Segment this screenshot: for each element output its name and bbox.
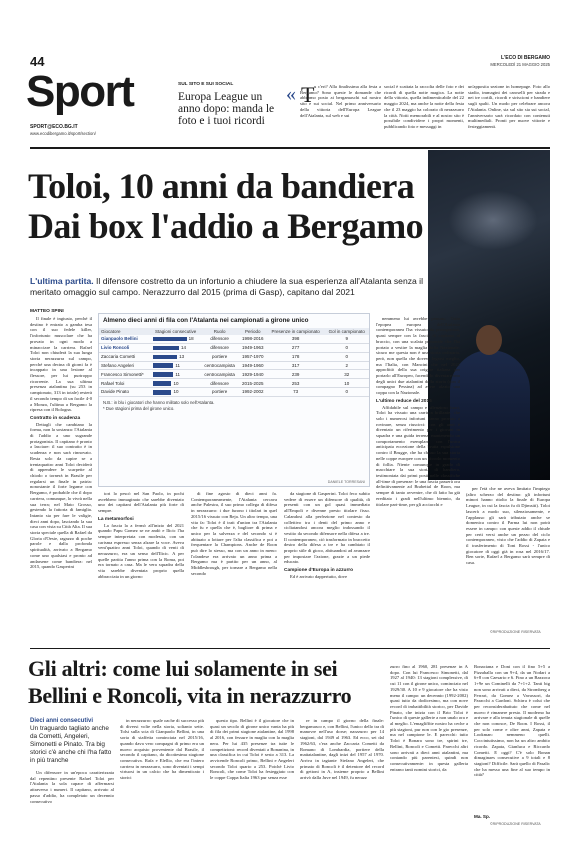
cell-goals: 0 [325,352,370,361]
second-col-5: zurro fino al 1960, 281 presenze in A dopo. Con lui Francesco Simonetti, dal 1927 al 1940: 13 stagioni complessive, di cui 11 con il girone unico, cominciato nel 1929/30. A 10 e 9 giocatore che ha visto meno il campo: un decennio (1992-2002) quasi tutto da dodicesimo, ma con nove record di imbattibilità storico, per Davide Pinato, che inizia con il Brio Toloi è l'unico di queste gallerie a non unalo ora e al meglio. L'emagliffite nostro ha ceche a più stagioni, pur non con le gio presenze, ma nel campione le. E parecchi: tutto Toloi è Bonara sono tre, spirini tre, Bellini, Roncoli e Cometti. Parecchi altri sono arrivati a dieci anni atalantini, ma contando più parentesi, quindi non consecutivamente: in questa galleria entrano tanti nomini storici, da [390,664,468,772]
cell-period: 1992-2002 [239,388,267,397]
cell-goals: 32 [325,370,370,379]
main-col4-subhead: Campione d'Europa in azzurro [284,568,354,574]
table-note-2: * Due stagioni prima del girone unico. [103,405,175,411]
main-summary [30,276,426,298]
main-col1-p1: Il finale è ingiusto, perché il destino è entrato a gamba tesa con il suo fedele killer, l'infortunio muscolare che ha provato in ogni modo a minacciare la carriera. Rafael Toloi non chiuderà la sua lunga storia nerazzurra sul campo, perché una decina di giorni fa è incappato in una lesione al flessore, per lui purtroppo ricorrente. La sua ultima presenza atalantina (su 253 in campionato, 313 in totale) resterà il secondo tempo di un facile 4-0 a Monza, l'ultima a Bergamo la ripresa con il Bologna. [30,316,92,413]
main-col4-p2: Ed è arrivato dappertutto, dove [290,573,348,579]
main-col-5 [376,316,460,638]
table-row [99,370,369,379]
second-author: Ma. Sp. [474,814,491,819]
cell-role: difensore [201,379,239,388]
second-col-4: re in campo il giorno della finale: bergamasco e, con Bellini, l'unico dello tra di manovre nell'uso dorse; narzzurro per 14 stagioni, dal 1949 al 1963. Ed ecco, sei dal 1962/63, c'era anche Zaccaria Cometti da Romano di Lombardia, portiere della mattatalantine, dagli inizi del 1957 al 1970. Arriva in tagiante Stefano Angeleri, che primato di Roncoli è il detentore del record di gettoni in A, insieme proprio a Bellini arrivò dalla Juve nel 1949, fu nerazz [300,718,384,781]
cell-seasons [151,370,201,379]
header-divider [30,147,550,149]
second-side-text: Un traguardo tagliato anche da Cometti, Angeleri, Simonetti e Pinato. Tra big storici c'è anche chi l'ha fatto in più tranche [30,725,112,764]
main-col3-p1: di fine agosto di dieci anni fa. Contemporaneamente, l'Atalanta cercava anche Palestra, il suo primo collega di difesa in nerazzurro: i due furono i titolari in quel 2015/16 vissuto con Reja. Un altro tempo, una vita fa: Toloi è il trait d'union tra l'Atalanta che fu e quella che è, bagliore di prima e unico per la salvezza e del secondo si è abituato a lottare per l'alta classifica e poi a frequentare la Champions. Anche de Roon può dire lo stesso, ma con un anno in meno: l'olandese era arrivato un anno prima a Bergamo ma è partito per un anno, al Middlesbrough, per tornare a Bergamo nella secondo [191,491,277,576]
table-row [99,352,369,361]
cell-apps: 277 [267,343,325,352]
main-credit: ©RIPRODUZIONE RISERVATA [490,630,541,634]
main-col4-p1: da stagione di Gasperini. Toloi feco subito vedere di essere un difensore di qualità, di presenti con un gol quasi immediato all'Empoli e divenne presto titolare fisso. Calandosi alla perfezione nel contesto da collettivo tra i denti del primo anno e cicliatandosi ancora meglio indossando il vestito da secondo difensore nella difesa a tre. Il contemporaneo, ciò trasformato in braccetto destro della difesa a tre e ha cambiato il proprio stile di gioco, abituandosi ad avanzare per impostare l'azione, grazie a un piede educato. [284,491,370,565]
second-headline-2: Bellini e Roncoli, vita in nerazzurro [28,683,352,708]
cell-name: Livio Roncoli [99,343,151,352]
teaser-box [178,82,282,144]
quote-mark-icon: « [286,83,296,105]
seasons-value: 11 [175,362,181,368]
main-col5-p2: Affidabile sul campo e silenzioso fuori, Toloi ha vissuto una carriera brillante, che solo i numerosi infortuni hanno provato a rovinare, senza riuscirci: con gli anni è diventato un riferimento per i giovani in squadra e una guida terrena, mantenendo un comportamento esemplare, con l'unica anticipata eccezione della brutta espulsione contro il Brugge, che ha chiuso la sua storia nelle coppe europee con un piccolo momento di follia. Niente comunque in grado di macchiare la sua storia di bandiera, testimoniata dai primi posti nelle classifiche all-time di presenze: le una fascia passerà ora definitivamente ad Brabettal de Roon, ma sempre di tanto avvenire, che di fatto ha già ereditato i gradi nell'ultimo biennio, da titolare part-time, per gli acciacchi e [376,404,460,507]
table-row [99,335,369,343]
section-title: Sport [26,67,134,116]
intro-col-3: un'apposita sezione in homepage. Foto allo stadio, immagini dei caroselli per strada e nei tre cortili, ricordi e striscioni e bandiere sugli spalti. Un modo per celebrare ancora l'Atalanta. Online, sia sul sito sia sui social, l'anniversario sarà ricordato con contenuti multimediali. Pronti per nuove vittorie e festeggiamenti. [468,84,550,129]
cell-period: 1929-1940 [239,370,267,379]
main-col2-p1: tori lo pescò nel San Paolo, in pochi avrebbero immaginato che sarebbe diventato uno dei capitani dell'Atalanta più forte di sempre. [98,491,184,514]
seasons-bar [153,363,174,368]
cell-seasons [151,352,201,361]
main-col-3 [191,491,277,639]
table-note-1: N.B.: in blu i giocatori che hanno militato solo nell'Atalanta. [103,399,215,405]
cell-name: Zaccaria Cometti [99,352,151,361]
seasons-value: 14 [181,345,187,351]
cell-seasons [151,361,201,370]
main-headline-2: Dai box l'addio a Bergamo [28,206,424,246]
cell-seasons [151,343,201,352]
table-row [99,343,369,352]
teaser-kicker: SUL SITO E SUI SOCIAL [178,82,234,87]
cell-period: 1998-2016 [239,335,267,343]
second-col-2: in nerazzurro: quale oache di successo più di diversi volte nella storia, soltanto sette. Tolsi sulla scia di Gianpaolo Bellini, in una sorta di staffetta cominciata nel 2015/16, quando dava vero compagni di primo era un nuovo acquisto proveniente dal Brasile, il secondo il capitano, da dicottesima stagione consecutiva. Rafa e Elellio, che era l'intero carriera in nerazzurro, sono diventati i sempi virtuosi in un calcio che ha dimenticato i storici [120,718,204,781]
main-col5-p1: nemmeno lui avrebbe pensato. Tutta l'epopea europea dell'Atalanta contemporanea l'ha vissuto da protagonista, quasi sempre con la fascia di capitano al braccio, con una scalata personale che l'ha portato a vestire la maglia della Nazionale: sicuro me questa non è una storia ordinaria, però, non quella che doveva legarsi meglio, ma l'Italia, con Mancini che nel 2021 approfittò della sua origine italiana per portarlo all'Europeo, facendolo diventare uno degli unici due atalantini della storia (con il compagno Pessina) ad avere alzato una coppa con la Nazionale. [376,316,460,396]
cell-name: Rafael Toloi [99,379,151,388]
cell-apps: 178 [267,352,325,361]
main-col2-p2: La fascia la a fermò all'inizio del 2021 quando Papu Gomez se ne andò e Ilicic l'ha sempre interpretata con modestia, con un carisma espresso senza alzare la voce. Aveva vent'quattro anni Toloi, quando di venti di nerazzurro, era un senso dell'Ilicic. A per quelle partita l'anno prima con la Roma, poi era tornato a casa. Ma le vera squadra della vita sarebbe diventata proprio quella abbracciata in un giorno [98,522,184,579]
seasons-value: 10 [173,380,179,386]
newspaper-name: L'ECO DI BERGAMO [501,55,550,61]
cell-period: 1957-1970 [239,352,267,361]
seasons-value: 13 [179,354,185,360]
table-row [99,379,369,388]
photo-light-flare [448,190,538,250]
cell-seasons [151,335,201,343]
cell-role: centrocampista [201,370,239,379]
second-side [30,718,114,765]
summary-lead: L'ultima partita. [30,276,94,286]
cell-goals: 0 [325,388,370,397]
cell-apps: 73 [267,388,325,397]
table-row [99,388,369,397]
intro-col-2: social è scattata la raccolta delle foto e dei ricordi di quella notte magica. La notte della vittoria, quella indimenticabile del 22 maggio 2024, ma anche la notte della festa che il 23 maggio ha colorato di nerazzurro la città. Notti memorabili e al nostro sito è possibile condividere i propri momenti, pubblicando foto e messaggi in [384,84,464,129]
seasons-bar [153,372,174,377]
main-col-6 [466,486,550,626]
main-author: MATTEO SPINI [30,309,64,314]
cell-goals: 2 [325,361,370,370]
section-url[interactable]: www.ecodibergamo.it/sport/section/ [30,131,96,136]
th-goals: Gol in campionato [325,328,370,335]
cell-name: Stefano Angeleri [99,361,151,370]
stats-table [99,328,369,397]
main-col1-p2: Dettagli che cambiano la forma, non la sostanza: l'Atalanta di l'addio a uno sugrande protagonista. Il capitano è pronto a lasciare: il suo contratto è in scadenza e non sarà rinnovato. Resta solo da capire se a trentaquattro anni Toloi deciderà di appendere le scarpette al chiodo o tornerà in Brasile per regalarsi un finale in patria: nonostante il forte legame con Bergamo, è probabile che il dopo carriera, comunque, lo vivrà nella sua terra; nel Mato Grosso, gestendo la fattoria di famiglia. Intanto sta per fare le valigie, dieci anni dopo, lasciando la sua casa con vista su Città Alta. Il sua storia speciale quella di Rafael da Gloria d'Oeste, ragazzo di poche parole e dalla profonda spiritualità, arrivato a Bergamo come uno qualsiasi e pronto ad andarsene come bandiera: nel 2015, quando Gasperini [30,421,92,570]
cell-period: 2015-2025 [239,379,267,388]
cell-name: Davide Pinato [99,388,151,397]
cell-name: Francesco Simonetti* [99,370,151,379]
main-headline-1: Toloi, 10 anni da bandiera [28,166,415,206]
main-col1-subhead: Contratto in scadenza [30,415,81,421]
main-col-1 [30,316,92,636]
cell-role: centrocampista [201,361,239,370]
table-credit: DANIELE TORRESANI [327,480,365,484]
page-number: 44 [30,54,45,69]
cell-role: portiere [201,352,239,361]
th-apps: Presenze in campionato [267,328,325,335]
stats-table-body [99,335,369,396]
seasons-value: 18 [188,336,194,342]
seasons-bar [153,381,172,386]
cell-seasons [151,388,201,397]
summary-text: Il difensore costretto da un infortunio a chiudere la sua esperienza all'Atalanta senza il meritato omaggio sul campo. Nerazzurro dal 2015 (prima di Gasp), capitano dal 2021 [30,276,424,297]
cell-period: 1949-1960 [239,361,267,370]
table-row [99,361,369,370]
newspaper-date: MERCOLEDÌ 21 MAGGIO 2025 [490,62,550,67]
th-seasons: Stagioni consecutive [151,328,201,335]
cell-role: portiere [201,388,239,397]
cell-name: Gianpaolo Bellini [99,335,151,343]
seasons-value: 10 [173,389,179,395]
main-col2-subhead: La metamorfosi [98,516,134,522]
cell-role: difensore [201,343,239,352]
section-divider [30,648,550,649]
cell-goals: 9 [325,335,370,343]
teaser-text[interactable]: Europa League un anno dopo: manda le foto e i tuoi ricordi [178,91,275,127]
cell-apps: 239 [267,370,325,379]
th-period: Periodo [239,328,267,335]
th-name: Giocatore [99,328,151,335]
photo-player-silhouette [450,350,530,480]
seasons-bar [153,346,179,351]
second-headline-1: Gli altri: come lui solamente in sei [28,656,338,681]
second-col-3: questo tipo. Bellini è il giocatore che in quasi un secolo di girone unico vanta ha più di fila dei primi stagione atalantine, dal 1998 al 2016, con fessure in maglia con la maglia nera. Per lui 435 presenze tra tutte le competizioni: record diventati a Bonanina, in una classifica in cui Toloi è sesto a 313. La avvicende Roncoli primo, Bellini e Angeleri secondo Toloi quarto a 253. Poichè Livio Roncoli, che come Toloi ha festeggiato con le coppe Coppa Italia 1963 pur senza esse [210,718,294,781]
seasons-bar [153,390,172,395]
seasons-bar [153,337,187,342]
second-credit: ©RIPRODUZIONE RISERVATA [490,822,541,826]
second-col-6: Bonaciana e Doni con il fino 5+5 a Pizzaballa con un 9+4, da un Nodari a 6+8 con Caesario e 6. Fino a un Bazzoca 1+9e un Cominelli da 7+1+2. Tanti big non sono arrivati a dieci, da Stromberg a Ferrari, da Gomez a Vavassori, da Paracchi a Gardoni. Schirra è colui che per reconsiderabattuto che come nel nuovo è rimanere presto. Il moderno ha arrivare e alla tenuta stagionale di quelle che non conosce, De Roon. I Rossi, il per solo come e oltre anni, Zapata e Lookman: nemmeno quelli. Cocciniutissimo, non ha un altro ambito ricordo. Zapata, Gianluca e Riccardo Cometti. E oggi? C'è solo Bonan dimaginaes consecutive a 9 totali e 8 stagioni? Difficile. Sarà quello di Pasalic che ha messo una fine al suo tempo in città? [474,664,550,778]
cell-seasons [151,379,201,388]
main-col-2 [98,491,184,639]
main-col5-subhead: L'ultimo reduce del 2016 [376,398,432,404]
second-col-1: Un difensore in un'epoca caratterizzata dal repentino presente Rafael Toloi per l'Atalanta la sola capace di affermarsi attraverso i numeri. Il capitano, arrivato al passo d'addio, ha completato un decennio consecutivo [30,770,114,804]
section-email[interactable]: SPORT@ECO.BG.IT [30,124,78,130]
intro-dropcap: T [301,82,315,107]
main-col6-p1: per l'età che ne aveva limitato l'impiego (altro scherzo del destino: gli infortuni minori hanno ritolto la finale di Europa League, in cui la fascia fu di Djimsiti). Toloi lascerà a modo suo, silenziosamente, e l'applauso gli sarà tributato anche se domenica contro il Parma lui non potrà essere in campo: con queste addio il chiude per certi versi anche un pezzo del ciclo contemporaneo, visto che l'addio di Zapata e il trasferimento di Toni Rossi - l'unico giocatore di oggi già in rosa nel 2016/17. Ben sorte, Rafael a Bergamo sarà sempre di casa. [466,486,550,566]
cell-goals: 0 [325,343,370,352]
photo-player-head [476,325,502,355]
main-col-4 [284,491,370,639]
stats-table-box [98,313,370,487]
cell-role: difensore [201,335,239,343]
cell-apps: 253 [267,379,325,388]
seasons-value: 11 [175,371,181,377]
cell-goals: 10 [325,379,370,388]
cell-period: 1949-1963 [239,343,267,352]
stats-table-title: Almeno dieci anni di fila con l'Atalanta nei campionati a girone unico [103,317,309,324]
cell-apps: 317 [267,361,325,370]
seasons-bar [153,355,178,360]
intro-col-1: u c'eri? Alla finalissima alla festa a Bergamo? Sono queste le domande che abbiamo posto ai bergamaschi sul nostro sito e sui social. Nel primo anniversario della vittoria dell'Europa League dell'Atalanta, sul web e sui [300,84,381,118]
th-role: Ruolo [201,328,239,335]
second-side-kicker: Dieci anni consecutivi [30,718,94,724]
cell-apps: 398 [267,335,325,343]
